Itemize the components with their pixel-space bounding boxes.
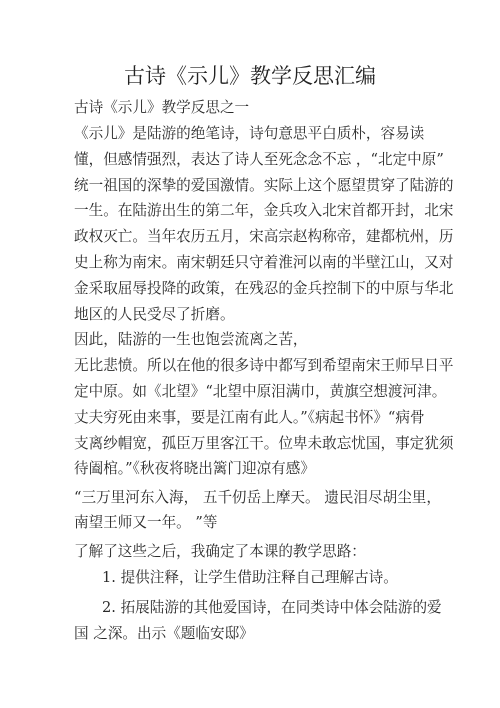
paragraph-line: 无比悲愤。所以在他的很多诗中都写到希望南宋王师早日平	[74, 357, 454, 374]
paragraph-line: 统一祖国的深挚的爱国激情。实际上这个愿望贯穿了陆游的	[74, 177, 454, 194]
list-item-continuation: 国 之深。出示《题临安邸》	[74, 625, 254, 642]
paragraph-line: 懂，但感情强烈，表达了诗人至死念念不忘 ，“北定中原”	[74, 151, 444, 168]
paragraph-line: 《示儿》是陆游的绝笔诗，诗句意思平白质朴，容易读	[74, 125, 425, 142]
poem-line: “三万里河东入海， 五千仞岳上摩天。 遗民泪尽胡尘里，	[74, 489, 441, 506]
paragraph-line: 一生。在陆游出生的第二年，金兵攻入北宋首都开封，北宋	[74, 202, 454, 219]
paragraph-line: 金采取屈辱投降的政策，在残忍的金兵控制下的中原与华北	[74, 280, 454, 297]
paragraph-line: 因此，陆游的一生也饱尝流离之苦，	[74, 331, 308, 348]
paragraph-line: 支离纱帽宽，孤臣万里客江干。位卑未敢忘忧国，事定犹须	[74, 435, 454, 452]
paragraph-line: 了解了这些之后，我确定了本课的教学思路：	[74, 543, 366, 560]
document-title: 古诗《示儿》教学反思汇编	[124, 64, 376, 88]
list-item: 1. 提供注释，让学生借助注释自己理解古诗。	[102, 569, 398, 586]
paragraph-line: 地区的人民受尽了折磨。	[74, 306, 235, 323]
paragraph-line: 史上称为南宋。南宋朝廷只守着淮河以南的半壁江山，又对	[74, 254, 454, 271]
poem-line: 南望王师又一年。 ”等	[74, 514, 218, 531]
paragraph-line: 丈夫穷死由来事，要是江南有此人。”《病起书怀》“病骨	[74, 409, 425, 426]
section-heading: 古诗《示儿》教学反思之一	[74, 99, 250, 116]
list-item: 2. 拓展陆游的其他爱国诗，在同类诗中体会陆游的爱	[102, 599, 442, 616]
paragraph-line: 定中原。如《北望》“北望中原泪满巾，黄旗空想渡河津。	[74, 383, 447, 400]
paragraph-line: 政权灭亡。当年农历五月，宋高宗赵构称帝，建都杭州，历	[74, 228, 454, 245]
paragraph-line: 待阖棺。”《秋夜将晓出篱门迎凉有感》	[74, 460, 315, 477]
